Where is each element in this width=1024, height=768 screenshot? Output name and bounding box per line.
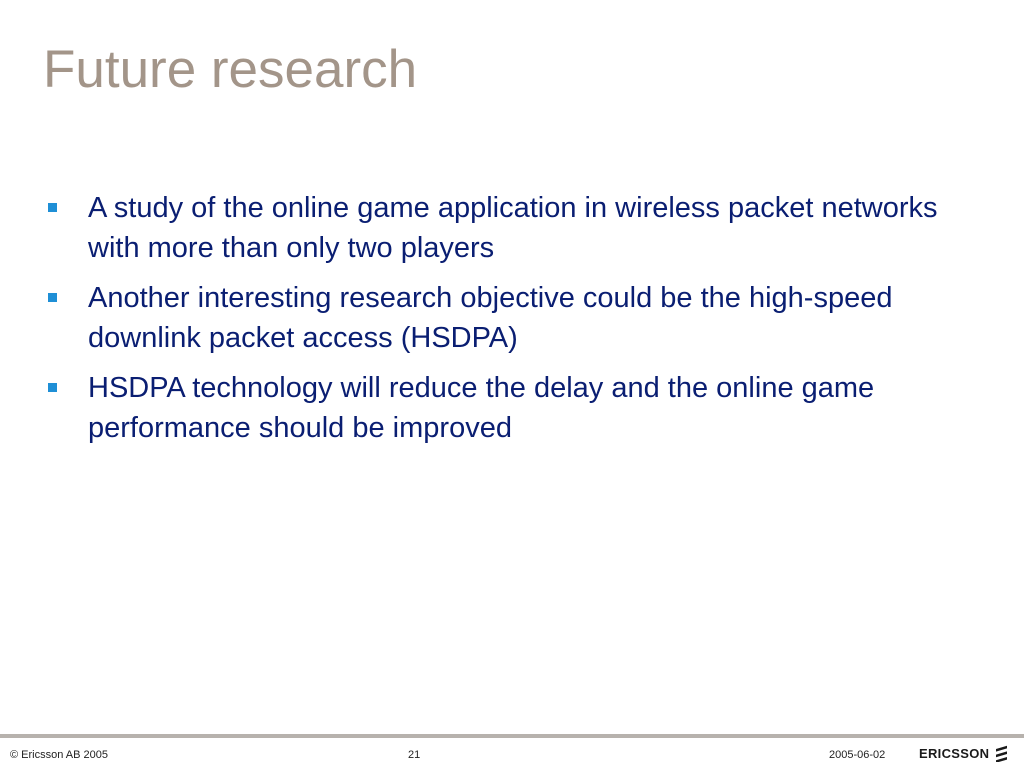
bullet-text: A study of the online game application in wireless packet networks with more than only two players <box>88 192 938 264</box>
bullet-list <box>47 188 947 458</box>
slide-title: Future research <box>43 40 418 99</box>
bullet-text: HSDPA technology will reduce the delay and the online game performance should be improved <box>88 372 875 444</box>
bullet-item <box>47 278 947 358</box>
footer-date: 2005-06-02 <box>829 749 886 761</box>
footer-page-number: 21 <box>408 749 421 761</box>
square-bullet-icon <box>48 203 57 212</box>
square-bullet-icon <box>48 293 57 302</box>
square-bullet-icon <box>48 383 57 392</box>
bullet-item <box>47 188 947 268</box>
footer-copyright: © Ericsson AB 2005 <box>10 749 108 761</box>
ericsson-logo <box>919 744 1008 762</box>
logo-wordmark: ERICSSON <box>919 745 990 761</box>
footer-divider <box>0 734 1024 738</box>
bullet-item <box>47 368 947 448</box>
ericsson-logo-icon <box>995 745 1008 762</box>
bullet-text: Another interesting research objective could be the high-speed downlink packet access (HSDPA) <box>88 282 893 354</box>
